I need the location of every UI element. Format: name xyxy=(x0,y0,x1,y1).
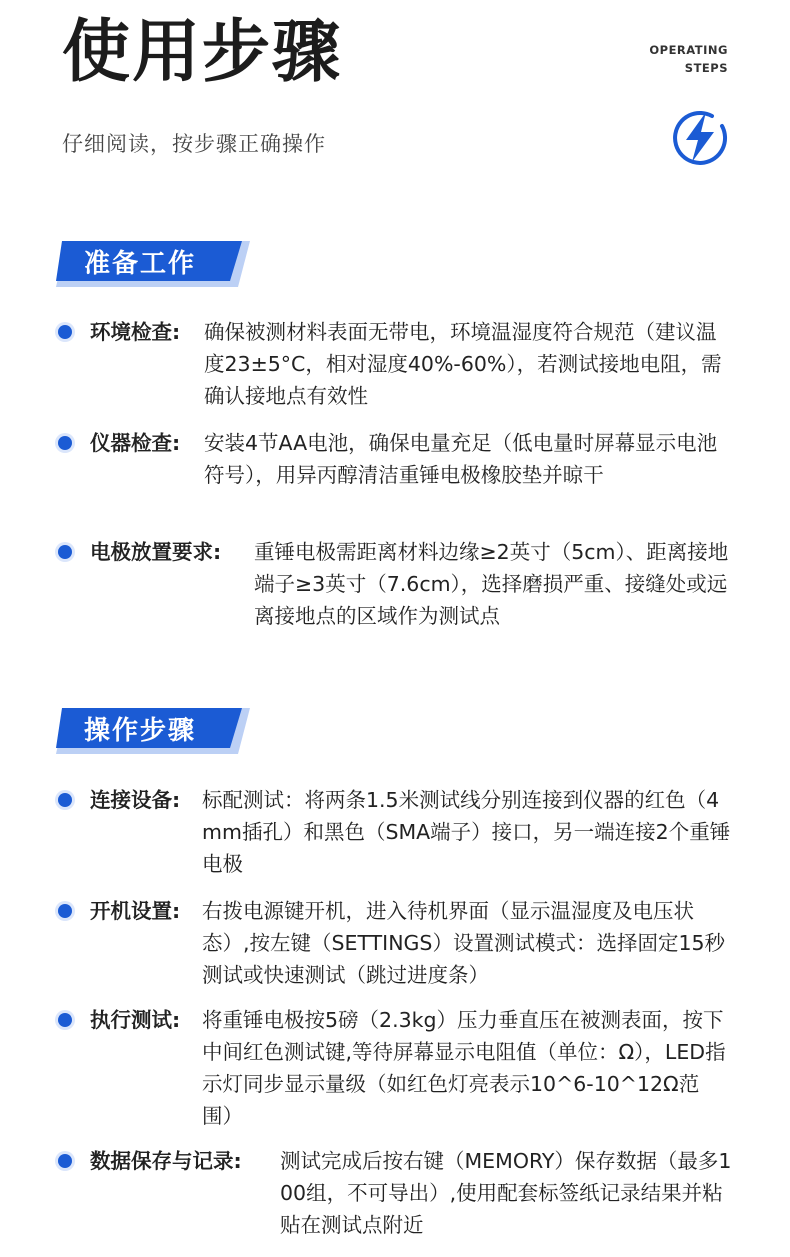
item-text: 测试完成后按右键（MEMORY）保存数据（最多100组，不可导出）,使用配套标签纸记录结果并粘贴在测试点附近 xyxy=(280,1149,732,1237)
page-title: 使用步骤 xyxy=(62,13,343,92)
bullet-dot-icon xyxy=(58,1013,72,1027)
item-text: 右拨电源键开机，进入待机界面（显示温湿度及电压状态）,按左键（SETTINGS）设置测试模式：选择固定15秒测试或快速测试（跳过进度条） xyxy=(202,899,726,987)
title-en-line2: STEPS xyxy=(684,61,728,75)
bullet-dot-icon xyxy=(58,1154,72,1168)
item-label: 电极放置要求: xyxy=(90,540,222,564)
list-item xyxy=(58,316,748,412)
lightning-bolt-icon xyxy=(668,106,730,168)
section-banner-preparation xyxy=(56,241,250,287)
item-label: 数据保存与记录: xyxy=(90,1149,242,1173)
section-title: 准备工作 xyxy=(84,249,197,279)
item-label: 开机设置: xyxy=(90,899,181,923)
bullet-dot-icon xyxy=(58,436,72,450)
list-item xyxy=(58,536,748,632)
page-subtitle: 仔细阅读，按步骤正确操作 xyxy=(62,132,326,156)
list-item xyxy=(58,1004,748,1132)
page-title-english xyxy=(649,41,728,77)
item-label: 环境检查: xyxy=(90,320,181,344)
item-text: 将重锤电极按5磅（2.3kg）压力垂直压在被测表面，按下中间红色测试键,等待屏幕显示电阻值（单位：Ω），LED指示灯同步显示量级（如红色灯亮表示10^6-10^12Ω范围） xyxy=(202,1008,726,1128)
item-text: 标配测试：将两条1.5米测试线分别连接到仪器的红色（4mm插孔）和黑色（SMA端子）接口，另一端连接2个重锤电极 xyxy=(202,788,731,876)
section-title: 操作步骤 xyxy=(84,716,197,746)
bullet-dot-icon xyxy=(58,545,72,559)
item-text: 确保被测材料表面无带电，环境温湿度符合规范（建议温度23±5°C，相对湿度40%-60%），若测试接地电阻，需确认接地点有效性 xyxy=(204,320,722,408)
item-label: 连接设备: xyxy=(90,788,181,812)
item-text: 安装4节AA电池，确保电量充足（低电量时屏幕显示电池符号），用异丙醇清洁重锤电极橡胶垫并晾干 xyxy=(204,431,718,487)
list-item xyxy=(58,1145,748,1241)
bullet-dot-icon xyxy=(58,904,72,918)
list-item xyxy=(58,784,748,880)
section-banner-operation xyxy=(56,708,250,754)
bullet-dot-icon xyxy=(58,793,72,807)
list-item xyxy=(58,895,748,991)
list-item xyxy=(58,427,748,491)
title-en-line1: OPERATING xyxy=(649,43,728,57)
bullet-dot-icon xyxy=(58,325,72,339)
item-label: 仪器检查: xyxy=(90,431,181,455)
item-label: 执行测试: xyxy=(90,1008,181,1032)
item-text: 重锤电极需距离材料边缘≥2英寸（5cm）、距离接地端子≥3英寸（7.6cm），选择磨损严重、接缝处或远离接地点的区域作为测试点 xyxy=(254,540,729,628)
